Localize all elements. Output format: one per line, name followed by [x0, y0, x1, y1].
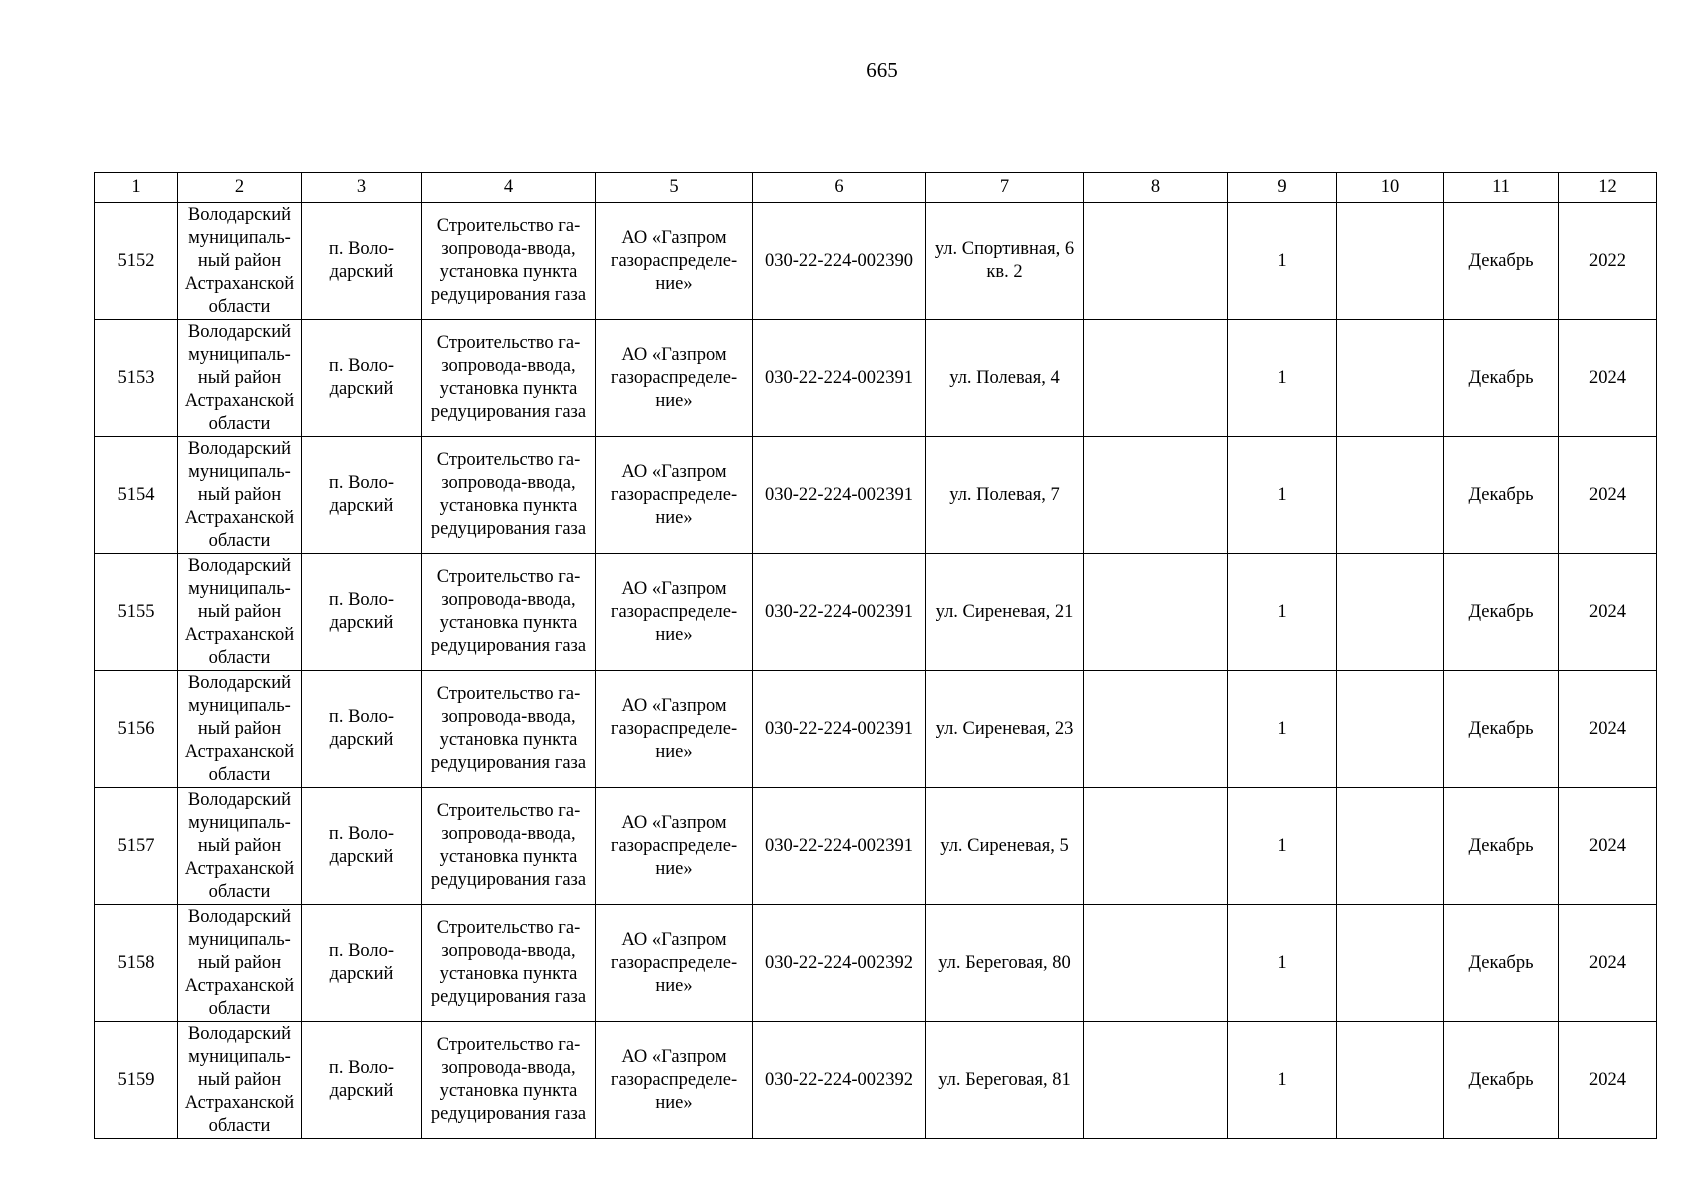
column-8-cell	[1084, 320, 1228, 437]
month-cell	[1444, 203, 1559, 320]
work-description-cell	[422, 671, 596, 788]
address-cell-text: ул. Береговая, 81	[938, 1069, 1071, 1090]
district-cell-text: Володарский муниципаль- ный район Астраханской области	[184, 555, 295, 668]
column-header: 6	[753, 173, 926, 203]
year-cell-text: 2024	[1589, 718, 1626, 739]
object-code-cell	[753, 671, 926, 788]
year-cell-text: 2022	[1589, 250, 1626, 271]
district-cell-text: Володарский муниципаль- ный район Астраханской области	[184, 438, 295, 551]
table-row	[95, 554, 1657, 671]
settlement-cell	[302, 320, 422, 437]
address-cell	[926, 203, 1084, 320]
work-description-cell	[422, 1022, 596, 1139]
settlement-cell-text: п. Воло- дарский	[328, 707, 395, 750]
row-number-cell	[95, 554, 178, 671]
address-cell	[926, 788, 1084, 905]
column-header: 11	[1444, 173, 1559, 203]
address-cell	[926, 905, 1084, 1022]
organization-cell	[596, 320, 753, 437]
row-number-cell	[95, 1022, 178, 1139]
object-code-cell-text: 030-22-224-002391	[765, 718, 913, 739]
address-cell-text: ул. Сиреневая, 5	[940, 835, 1069, 856]
district-cell	[178, 554, 302, 671]
settlement-cell-text: п. Воло- дарский	[328, 590, 395, 633]
organization-cell-text: АО «Газпром газораспределе- ние»	[610, 812, 738, 879]
settlement-cell-text: п. Воло- дарский	[328, 239, 395, 282]
district-cell	[178, 1022, 302, 1139]
organization-cell	[596, 437, 753, 554]
month-cell-text: Декабрь	[1468, 718, 1534, 739]
column-8-cell	[1084, 905, 1228, 1022]
work-description-cell-text: Строительство га- зопровода-ввода, установка пункта редуцирования газа	[430, 216, 587, 305]
object-code-cell-text: 030-22-224-002391	[765, 367, 913, 388]
year-cell	[1559, 905, 1657, 1022]
month-cell	[1444, 320, 1559, 437]
row-number-cell-text: 5153	[117, 367, 155, 388]
table-row	[95, 437, 1657, 554]
row-number-cell-text: 5155	[117, 601, 155, 622]
column-header: 2	[178, 173, 302, 203]
row-number-cell	[95, 905, 178, 1022]
column-header: 9	[1228, 173, 1337, 203]
row-number-cell-text: 5152	[117, 250, 155, 271]
object-code-cell-text: 030-22-224-002392	[765, 952, 913, 973]
year-cell-text: 2024	[1589, 367, 1626, 388]
organization-cell-text: АО «Газпром газораспределе- ние»	[610, 695, 738, 762]
address-cell	[926, 1022, 1084, 1139]
settlement-cell-text: п. Воло- дарский	[328, 941, 395, 984]
work-description-cell	[422, 788, 596, 905]
organization-cell	[596, 1022, 753, 1139]
month-cell	[1444, 788, 1559, 905]
settlement-cell	[302, 437, 422, 554]
address-cell	[926, 671, 1084, 788]
organization-cell-text: АО «Газпром газораспределе- ние»	[610, 344, 738, 411]
address-cell	[926, 320, 1084, 437]
table-row	[95, 905, 1657, 1022]
column-10-cell	[1337, 671, 1444, 788]
quantity-cell	[1228, 905, 1337, 1022]
settlement-cell-text: п. Воло- дарский	[328, 473, 395, 516]
district-cell-text: Володарский муниципаль- ный район Астраханской области	[184, 906, 295, 1019]
column-header: 12	[1559, 173, 1657, 203]
year-cell	[1559, 437, 1657, 554]
address-cell-text: ул. Сиреневая, 23	[935, 718, 1074, 739]
month-cell-text: Декабрь	[1468, 367, 1534, 388]
quantity-cell-text: 1	[1277, 952, 1287, 973]
object-code-cell	[753, 905, 926, 1022]
column-8-cell	[1084, 554, 1228, 671]
month-cell	[1444, 671, 1559, 788]
year-cell-text: 2024	[1589, 1069, 1626, 1090]
address-cell-text: ул. Спортивная, 6 кв. 2	[934, 239, 1075, 282]
column-8-cell	[1084, 1022, 1228, 1139]
column-8-cell	[1084, 203, 1228, 320]
work-description-cell-text: Строительство га- зопровода-ввода, установка пункта редуцирования газа	[430, 1035, 587, 1124]
row-number-cell-text: 5159	[117, 1069, 155, 1090]
organization-cell-text: АО «Газпром газораспределе- ние»	[610, 227, 738, 294]
settlement-cell	[302, 554, 422, 671]
work-description-cell-text: Строительство га- зопровода-ввода, установка пункта редуцирования газа	[430, 567, 587, 656]
table-row	[95, 671, 1657, 788]
settlement-cell	[302, 788, 422, 905]
address-cell	[926, 554, 1084, 671]
column-header: 7	[926, 173, 1084, 203]
column-10-cell	[1337, 905, 1444, 1022]
work-description-cell-text: Строительство га- зопровода-ввода, установка пункта редуцирования газа	[430, 918, 587, 1007]
column-10-cell	[1337, 1022, 1444, 1139]
settlement-cell-text: п. Воло- дарский	[328, 356, 395, 399]
settlement-cell	[302, 671, 422, 788]
page-number: 665	[866, 58, 898, 82]
column-10-cell	[1337, 437, 1444, 554]
year-cell	[1559, 1022, 1657, 1139]
month-cell	[1444, 437, 1559, 554]
quantity-cell	[1228, 554, 1337, 671]
address-cell-text: ул. Береговая, 80	[938, 952, 1071, 973]
district-cell	[178, 437, 302, 554]
object-code-cell-text: 030-22-224-002391	[765, 484, 913, 505]
data-table	[94, 172, 1657, 1139]
column-header: 4	[422, 173, 596, 203]
organization-cell	[596, 671, 753, 788]
column-header: 8	[1084, 173, 1228, 203]
month-cell-text: Декабрь	[1468, 601, 1534, 622]
column-10-cell	[1337, 788, 1444, 905]
work-description-cell-text: Строительство га- зопровода-ввода, установка пункта редуцирования газа	[430, 333, 587, 422]
address-cell-text: ул. Полевая, 4	[949, 367, 1060, 388]
column-8-cell	[1084, 671, 1228, 788]
month-cell	[1444, 1022, 1559, 1139]
year-cell-text: 2024	[1589, 835, 1626, 856]
organization-cell	[596, 203, 753, 320]
month-cell	[1444, 554, 1559, 671]
object-code-cell	[753, 437, 926, 554]
column-header: 1	[95, 173, 178, 203]
settlement-cell	[302, 203, 422, 320]
address-cell-text: ул. Сиреневая, 21	[935, 601, 1074, 622]
month-cell-text: Декабрь	[1468, 250, 1534, 271]
column-10-cell	[1337, 554, 1444, 671]
organization-cell	[596, 905, 753, 1022]
column-header: 5	[596, 173, 753, 203]
row-number-cell-text: 5157	[117, 835, 155, 856]
quantity-cell	[1228, 437, 1337, 554]
district-cell-text: Володарский муниципаль- ный район Астраханской области	[184, 321, 295, 434]
quantity-cell-text: 1	[1277, 718, 1287, 739]
work-description-cell-text: Строительство га- зопровода-ввода, установка пункта редуцирования газа	[430, 450, 587, 539]
quantity-cell-text: 1	[1277, 367, 1287, 388]
year-cell	[1559, 788, 1657, 905]
quantity-cell	[1228, 1022, 1337, 1139]
month-cell-text: Декабрь	[1468, 835, 1534, 856]
work-description-cell	[422, 437, 596, 554]
organization-cell	[596, 788, 753, 905]
quantity-cell-text: 1	[1277, 484, 1287, 505]
address-cell-text: ул. Полевая, 7	[949, 484, 1060, 505]
object-code-cell-text: 030-22-224-002390	[765, 250, 913, 271]
table-row	[95, 788, 1657, 905]
row-number-cell	[95, 671, 178, 788]
address-cell	[926, 437, 1084, 554]
settlement-cell	[302, 905, 422, 1022]
row-number-cell-text: 5158	[117, 952, 155, 973]
organization-cell-text: АО «Газпром газораспределе- ние»	[610, 461, 738, 528]
month-cell-text: Декабрь	[1468, 952, 1534, 973]
year-cell	[1559, 320, 1657, 437]
column-header: 10	[1337, 173, 1444, 203]
organization-cell-text: АО «Газпром газораспределе- ние»	[610, 1046, 738, 1113]
header-row	[95, 173, 1657, 203]
quantity-cell-text: 1	[1277, 835, 1287, 856]
column-header: 3	[302, 173, 422, 203]
object-code-cell	[753, 320, 926, 437]
work-description-cell	[422, 905, 596, 1022]
table-row	[95, 320, 1657, 437]
quantity-cell	[1228, 788, 1337, 905]
organization-cell-text: АО «Газпром газораспределе- ние»	[610, 578, 738, 645]
district-cell	[178, 671, 302, 788]
organization-cell-text: АО «Газпром газораспределе- ние»	[610, 929, 738, 996]
column-8-cell	[1084, 437, 1228, 554]
column-8-cell	[1084, 788, 1228, 905]
row-number-cell	[95, 320, 178, 437]
month-cell	[1444, 905, 1559, 1022]
month-cell-text: Декабрь	[1468, 484, 1534, 505]
row-number-cell	[95, 437, 178, 554]
column-10-cell	[1337, 203, 1444, 320]
district-cell-text: Володарский муниципаль- ный район Астраханской области	[184, 204, 295, 317]
object-code-cell	[753, 788, 926, 905]
year-cell-text: 2024	[1589, 601, 1626, 622]
quantity-cell	[1228, 671, 1337, 788]
object-code-cell	[753, 1022, 926, 1139]
table-row	[95, 1022, 1657, 1139]
settlement-cell-text: п. Воло- дарский	[328, 1058, 395, 1101]
district-cell-text: Володарский муниципаль- ный район Астраханской области	[184, 789, 295, 902]
district-cell-text: Володарский муниципаль- ный район Астраханской области	[184, 672, 295, 785]
work-description-cell-text: Строительство га- зопровода-ввода, установка пункта редуцирования газа	[430, 801, 587, 890]
year-cell	[1559, 203, 1657, 320]
quantity-cell	[1228, 203, 1337, 320]
row-number-cell-text: 5154	[117, 484, 155, 505]
organization-cell	[596, 554, 753, 671]
object-code-cell-text: 030-22-224-002391	[765, 835, 913, 856]
work-description-cell-text: Строительство га- зопровода-ввода, установка пункта редуцирования газа	[430, 684, 587, 773]
object-code-cell	[753, 554, 926, 671]
row-number-cell	[95, 203, 178, 320]
row-number-cell	[95, 788, 178, 905]
year-cell-text: 2024	[1589, 484, 1626, 505]
object-code-cell	[753, 203, 926, 320]
district-cell-text: Володарский муниципаль- ный район Астраханской области	[184, 1023, 295, 1136]
table-body	[95, 203, 1657, 1139]
column-10-cell	[1337, 320, 1444, 437]
district-cell	[178, 788, 302, 905]
quantity-cell	[1228, 320, 1337, 437]
quantity-cell-text: 1	[1277, 601, 1287, 622]
settlement-cell	[302, 1022, 422, 1139]
object-code-cell-text: 030-22-224-002392	[765, 1069, 913, 1090]
object-code-cell-text: 030-22-224-002391	[765, 601, 913, 622]
work-description-cell	[422, 554, 596, 671]
year-cell	[1559, 554, 1657, 671]
district-cell	[178, 320, 302, 437]
row-number-cell-text: 5156	[117, 718, 155, 739]
year-cell-text: 2024	[1589, 952, 1626, 973]
year-cell	[1559, 671, 1657, 788]
work-description-cell	[422, 320, 596, 437]
work-description-cell	[422, 203, 596, 320]
district-cell	[178, 905, 302, 1022]
quantity-cell-text: 1	[1277, 1069, 1287, 1090]
quantity-cell-text: 1	[1277, 250, 1287, 271]
settlement-cell-text: п. Воло- дарский	[328, 824, 395, 867]
district-cell	[178, 203, 302, 320]
month-cell-text: Декабрь	[1468, 1069, 1534, 1090]
table-row	[95, 203, 1657, 320]
